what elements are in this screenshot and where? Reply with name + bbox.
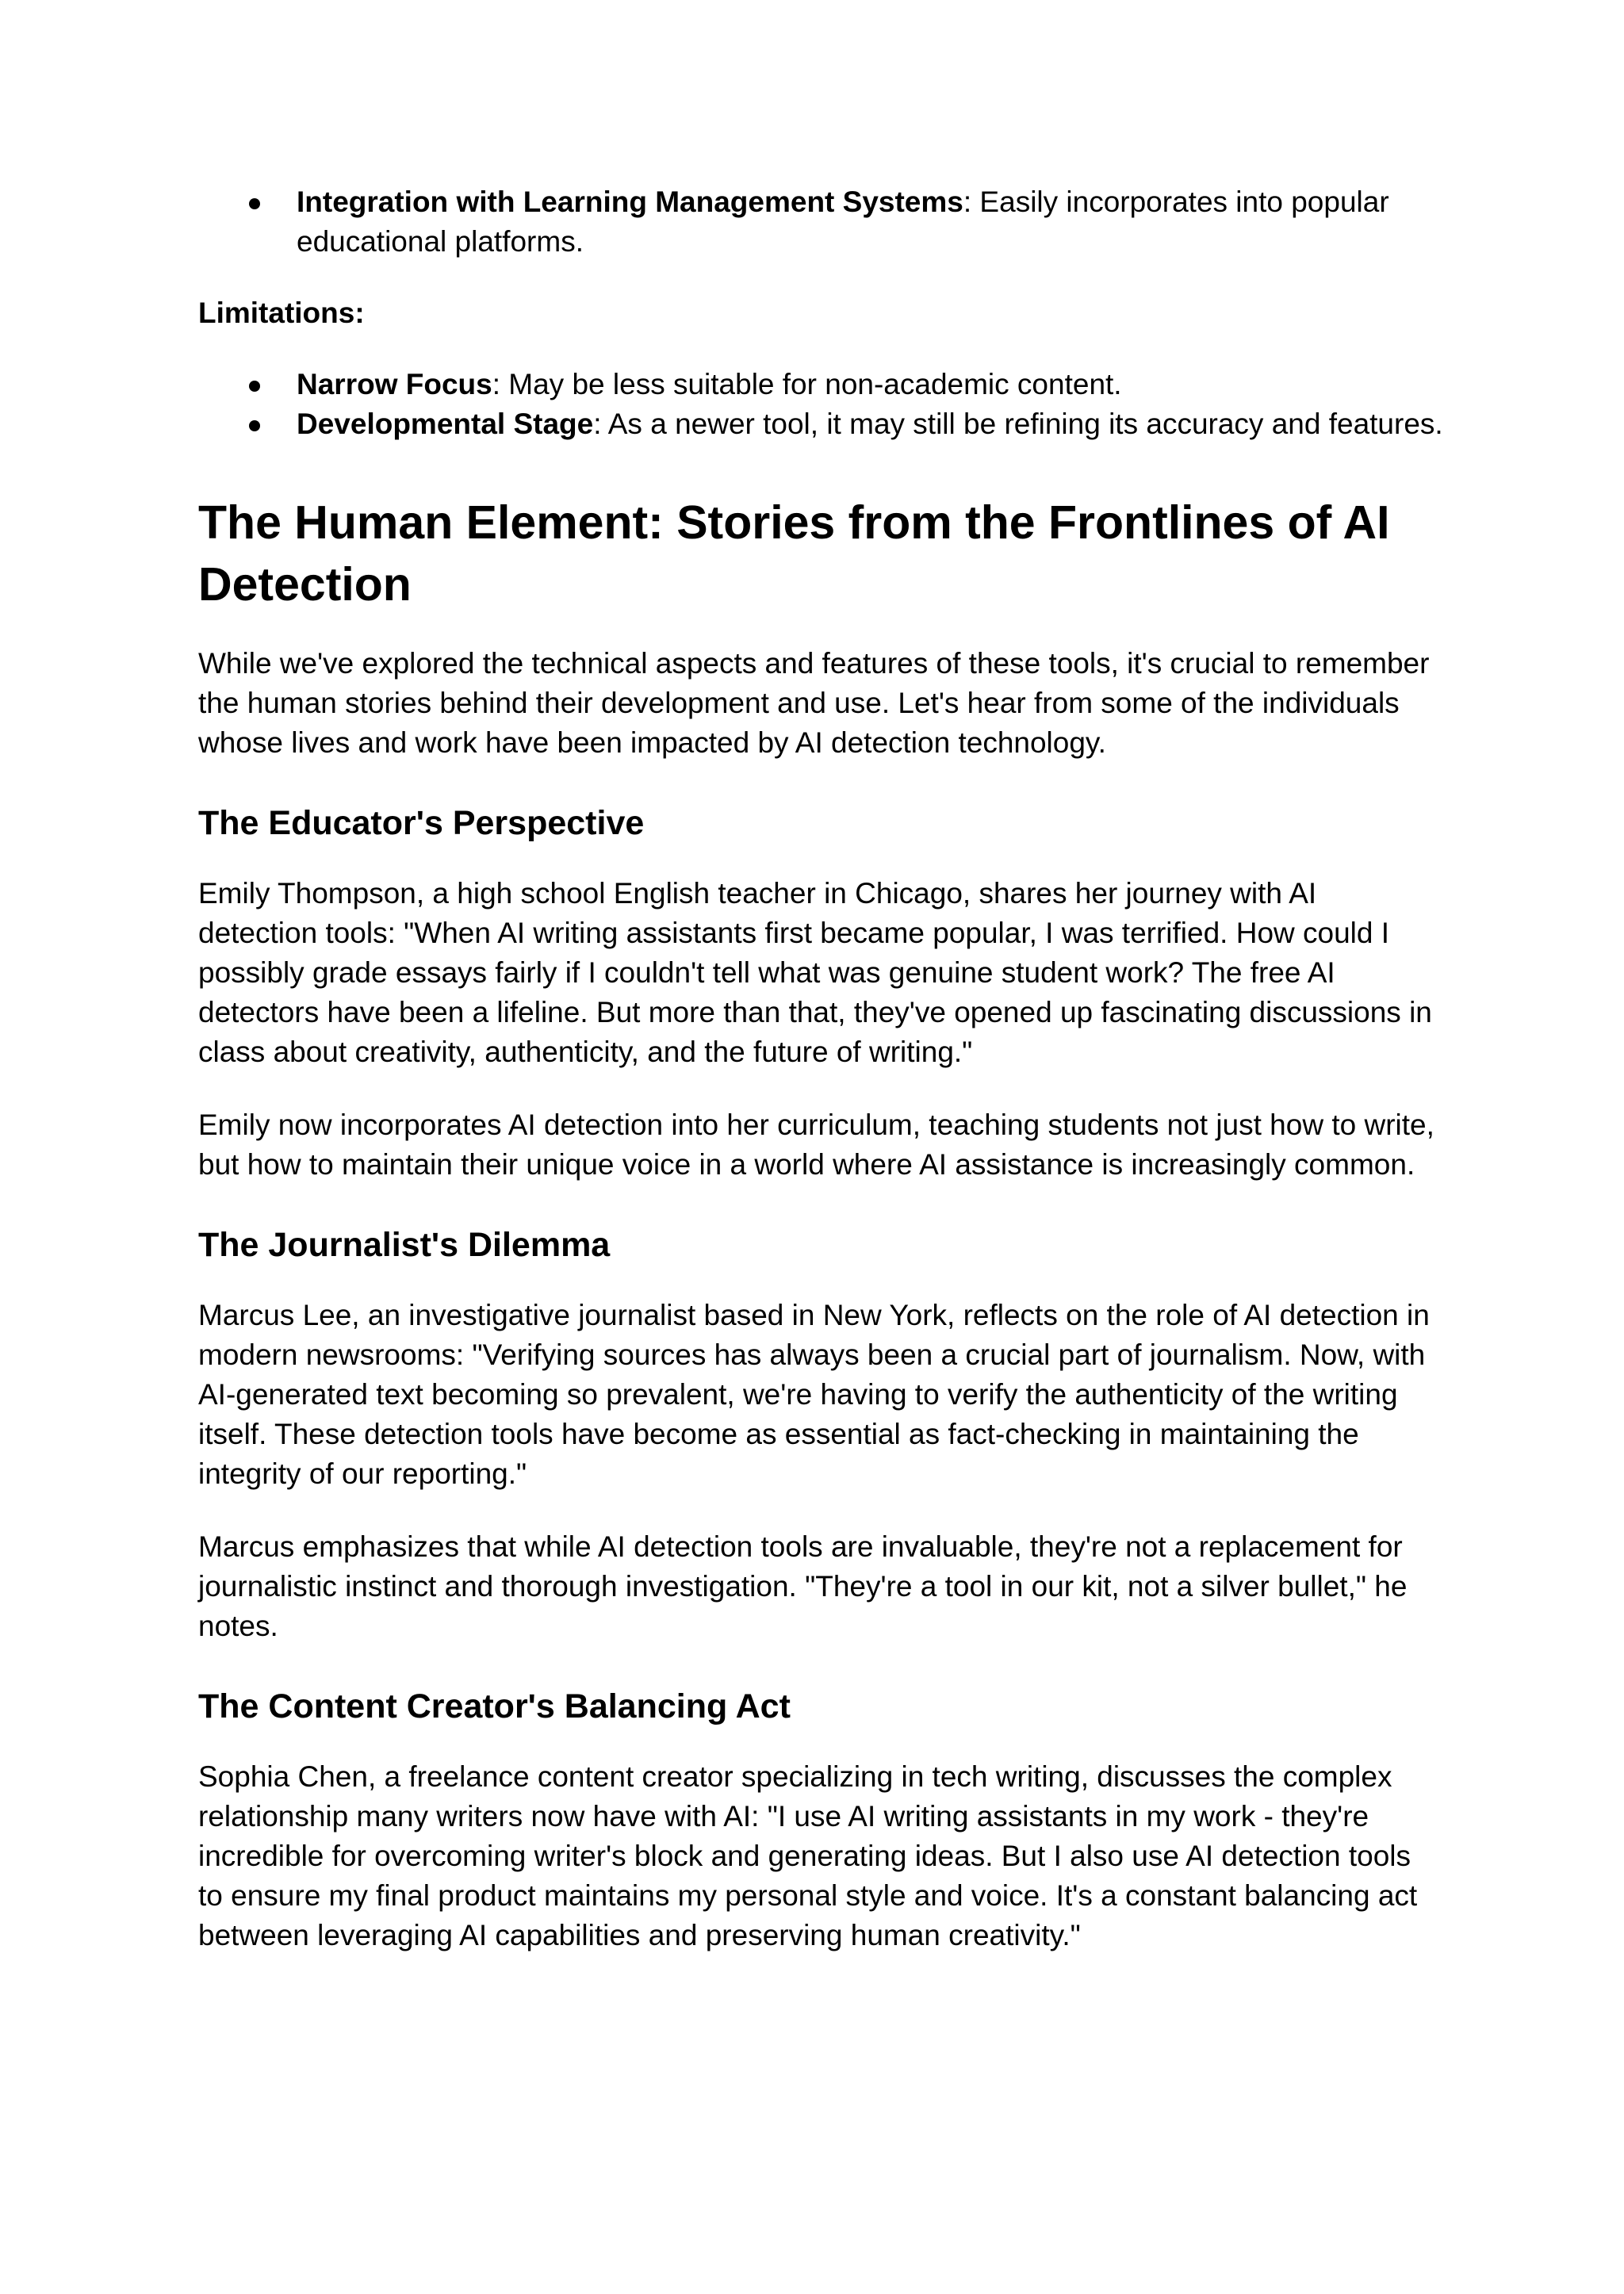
bullet-term: Narrow Focus	[297, 368, 492, 400]
list-item	[198, 182, 1443, 262]
limitations-label: Limitations:	[198, 297, 365, 329]
paragraph: Marcus Lee, an investigative journalist based in New York, reflects on the role of AI detection in modern newsrooms: "Verifying sources has always been a crucial part of journalism. Now, with AI-generated text becoming so prevalent, we're having to verify the authenticity of the writing itself. These detection tools have become as essential as fact-checking in maintaining the integrity of our reporting."	[198, 1299, 1430, 1490]
paragraph: Sophia Chen, a freelance content creator specializing in tech writing, discusses the complex relationship many writers now have with AI: "I use AI writing assistants in my work - they're incredible for overcoming writer's block and generating ideas. But I also use AI detection tools to ensure my final product maintains my personal style and voice. It's a constant balancing act between leveraging AI capabilities and preserving human creativity."	[198, 1760, 1418, 1951]
bullet-term: Developmental Stage	[297, 408, 594, 440]
paragraph: Marcus emphasizes that while AI detection tools are invaluable, they're not a replacement for journalistic instinct and thorough investigation. "They're a tool in our kit, not a silver bullet," he notes.	[198, 1530, 1408, 1642]
limitations-list	[198, 365, 1443, 444]
bullet-term: Integration with Learning Management Systems	[297, 186, 963, 218]
section-heading: The Human Element: Stories from the Frontlines of AI Detection	[198, 496, 1390, 611]
feature-list	[198, 182, 1443, 262]
subsection-heading-content-creator: The Content Creator's Balancing Act	[198, 1687, 791, 1725]
intro-paragraph: While we've explored the technical aspects and features of these tools, it's crucial to remember the human stories behind their development and use. Let's hear from some of the individuals whose lives and work have been impacted by AI detection technology.	[198, 647, 1430, 759]
bullet-icon	[249, 381, 260, 392]
subsection-heading-educator: The Educator's Perspective	[198, 804, 645, 842]
bullet-icon	[249, 420, 260, 431]
list-item	[198, 365, 1443, 404]
document-page	[198, 182, 1443, 1989]
bullet-icon	[249, 198, 260, 209]
list-item	[198, 404, 1443, 444]
bullet-text: : May be less suitable for non-academic content.	[492, 368, 1122, 400]
subsection-heading-journalist: The Journalist's Dilemma	[198, 1226, 611, 1264]
bullet-text: : As a newer tool, it may still be refining its accuracy and features.	[593, 408, 1443, 440]
bullet-text: : Easily incorporates into popular educational platforms.	[297, 186, 1389, 258]
paragraph: Emily now incorporates AI detection into her curriculum, teaching students not just how to write, but how to maintain their unique voice in a world where AI assistance is increasingly common.	[198, 1109, 1434, 1181]
paragraph: Emily Thompson, a high school English teacher in Chicago, shares her journey with AI detection tools: "When AI writing assistants first became popular, I was terrified. How could I possibly grade essays fairly if I couldn't tell what was genuine student work? The free AI detectors have been a lifeline. But more than that, they've opened up fascinating discussions in class about creativity, authenticity, and the future of writing."	[198, 877, 1432, 1068]
